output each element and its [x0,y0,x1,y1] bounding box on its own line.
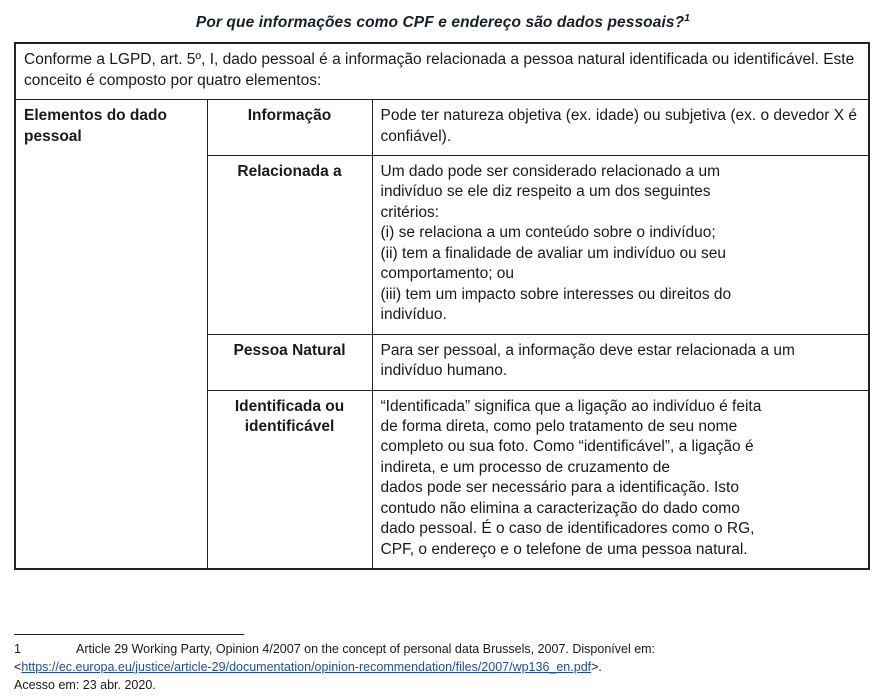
body-line: dado pessoal. É o caso de identificadores como o RG, [380,520,755,538]
footnote-separator [14,634,244,635]
link-open-bracket: < [14,659,22,674]
table-intro-cell: Conforme a LGPD, art. 5º, I, dado pessoal é a informação relacionada a pessoa natural identificada ou identificável. Este conceito é composto por quatro elementos: [15,43,869,99]
page-title [14,12,872,32]
footnote-link[interactable]: https://ec.europa.eu/justice/article-29/documentation/opinion-recommendation/files/2007/wp136_en.pdf [21,659,592,674]
row-label-relacionada-a: Relacionada a [207,155,372,334]
footnote-access-line: Acesso em: 23 abr. 2020. [14,677,156,692]
footnote-number: 1 [14,641,21,656]
footnote [14,634,872,694]
link-close-bracket: >. [591,659,602,674]
title-footnote-marker: 1 [684,12,691,24]
row-body-pessoa-natural: Para ser pessoal, a informação deve estar relacionada a um indivíduo humano. [372,334,869,390]
body-line: indireta, e um processo de cruzamento de [380,458,670,476]
body-line: critérios: [380,203,440,221]
body-line: indivíduo. [380,306,447,324]
body-line: comportamento; ou [380,265,515,283]
body-line: indivíduo se ele diz respeito a um dos seguintes [380,183,711,201]
body-line: CPF, o endereço e o telefone de uma pessoa natural. [380,540,748,558]
body-line: (iii) tem um impacto sobre interesses ou direitos do [380,285,732,303]
footnote-link-line [14,658,872,676]
row-body-informacao: Pode ter natureza objetiva (ex. idade) ou subjetiva (ex. o devedor X é confiável). [372,100,869,156]
row-body-identificada-ou-identificavel [372,390,869,569]
row-label-pessoa-natural: Pessoa Natural [207,334,372,390]
footnote-first-line [14,640,872,658]
page-title-text: Por que informações como CPF e endereço são dados pessoais? [195,14,685,32]
body-line: de forma direta, como pelo tratamento de seu nome [380,417,738,435]
body-line: (i) se relaciona a um conteúdo sobre o indivíduo; [380,224,716,242]
body-line: Um dado pode ser considerado relacionado a um [380,162,720,180]
body-line: (ii) tem a finalidade de avaliar um indivíduo ou seu [380,244,726,262]
row-label-identificada-ou-identificavel: Identificada ou identificável [207,390,372,569]
body-line: contudo não elimina a caracterização do dado como [380,499,740,517]
row-label-informacao: Informação [207,100,372,156]
table-row [15,43,869,99]
row-group-label: Elementos do dado pessoal [15,100,207,570]
body-line: completo ou sua foto. Como “identificável”, a ligação é [380,438,754,456]
row-body-relacionada-a [372,155,869,334]
table-row [15,100,869,156]
body-line: “Identificada” significa que a ligação ao indivíduo é feita [380,397,762,415]
footnote-text: Article 29 Working Party, Opinion 4/2007 on the concept of personal data Brussels, 2007. Disponível em: [76,641,656,656]
body-line: dados pode ser necessário para a identificação. Isto [380,479,739,497]
concept-table [14,42,870,570]
